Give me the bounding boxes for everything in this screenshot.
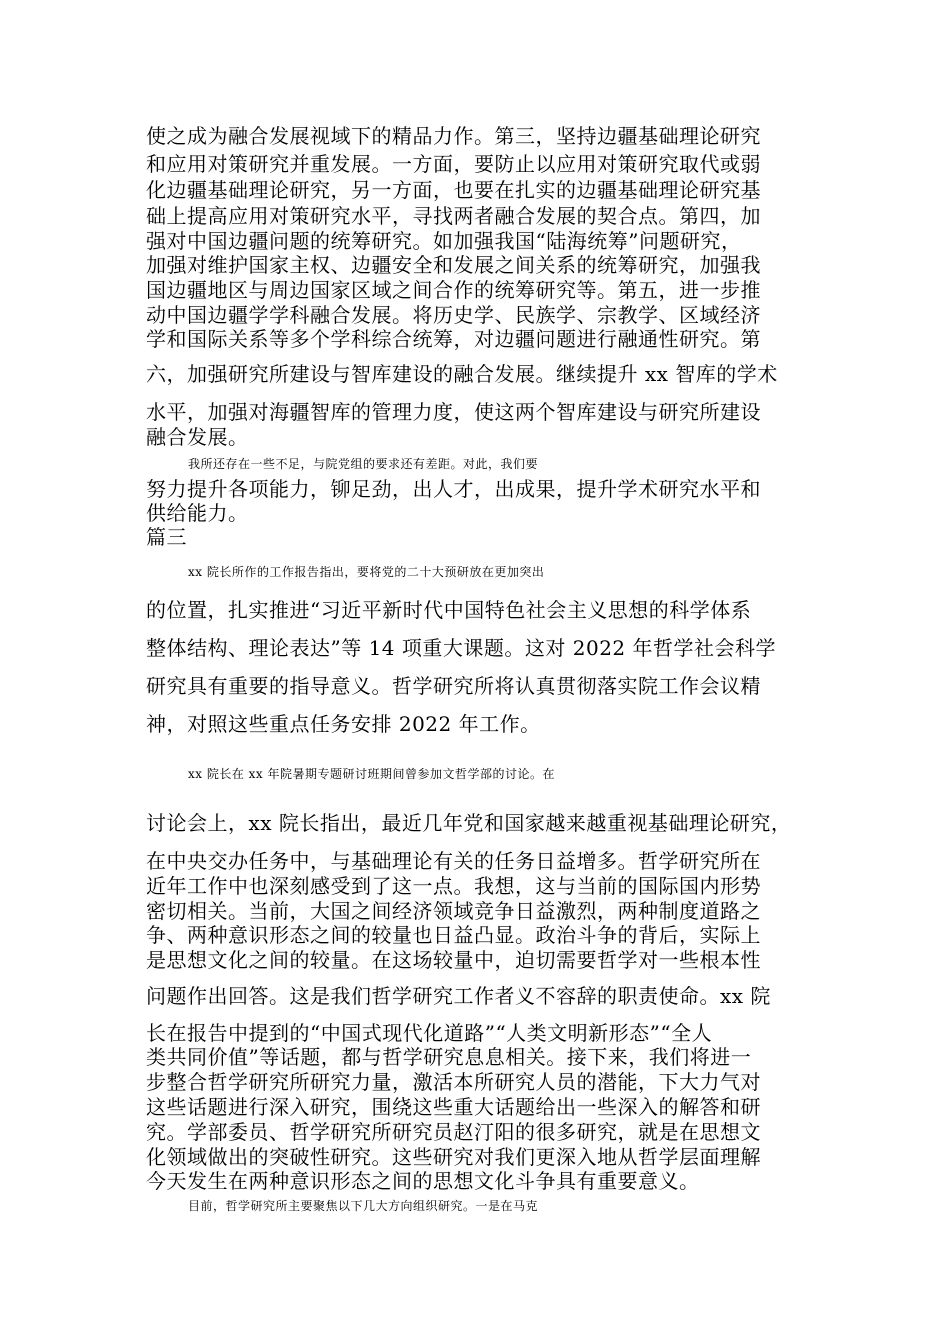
paragraph-first-line: xx 院长所作的工作报告指出，要将党的二十大预研放在更加突出 [188, 565, 545, 579]
text-line: 和应用对策研究并重发展。一方面，要防止以应用对策研究取代或弱 [146, 152, 761, 176]
text-line: 水平，加强对海疆智库的管理力度，使这两个智库建设与研究所建设 [146, 400, 761, 424]
text-line: 在中央交办任务中，与基础理论有关的任务日益增多。哲学研究所在 [146, 849, 761, 873]
text-line: 近年工作中也深刻感受到了这一点。我想，这与当前的国际国内形势 [146, 874, 761, 898]
text-line: 的位置，扎实推进“习近平新时代中国特色社会主义思想的科学体系 [146, 598, 752, 622]
text-line: 争、两种意识形态之间的较量也日益凸显。政治斗争的背后，实际上 [146, 923, 761, 947]
text-line: 化边疆基础理论研究，另一方面，也要在扎实的边疆基础理论研究基 [146, 178, 761, 202]
text-line: 融合发展。 [146, 425, 249, 449]
text-line: 化领域做出的突破性研究。这些研究对我们更深入地从哲学层面理解 [146, 1145, 761, 1169]
text-line: 讨论会上，xx 院长指出，最近几年党和国家越来越重视基础理论研究， [146, 811, 792, 835]
text-line: 类共同价值”等话题，都与哲学研究息息相关。接下来，我们将进一 [146, 1045, 752, 1069]
text-line: 是思想文化之间的较量。在这场较量中，迫切需要哲学对一些根本性 [146, 948, 761, 972]
text-line: 加强对维护国家主权、边疆安全和发展之间关系的统筹研究，加强我 [146, 253, 761, 277]
text-line: 整体结构、理论表达”等 14 项重大课题。这对 2022 年哲学社会科学 [146, 636, 777, 660]
section-heading: 篇三 [146, 525, 187, 549]
paragraph-first-line: xx 院长在 xx 年院暑期专题研讨班期间曾参加文哲学部的讨论。在 [188, 767, 556, 781]
text-line: 长在报告中提到的“中国式现代化道路”“人类文明新形态”“全人 [146, 1021, 713, 1045]
text-line: 神，对照这些重点任务安排 2022 年工作。 [146, 712, 541, 736]
text-line: 密切相关。当前，大国之间经济领域竞争日益激烈，两种制度道路之 [146, 899, 761, 923]
text-line: 六，加强研究所建设与智库建设的融合发展。继续提升 xx 智库的学术 [146, 362, 778, 386]
paragraph-first-line: 目前，哲学研究所主要聚焦以下几大方向组织研究。一是在马克 [188, 1199, 539, 1213]
text-line: 问题作出回答。这是我们哲学研究工作者义不容辞的职责使命。xx 院 [146, 984, 771, 1008]
text-line: 步整合哲学研究所研究力量，激活本所研究人员的潜能，下大力气对 [146, 1070, 761, 1094]
text-line: 使之成为融合发展视域下的精品力作。第三，坚持边疆基础理论研究 [146, 124, 761, 148]
text-line: 学和国际关系等多个学科综合统筹，对边疆问题进行融通性研究。第 [146, 327, 761, 351]
text-line: 努力提升各项能力，铆足劲，出人才，出成果，提升学术研究水平和 [146, 477, 761, 501]
text-line: 究。学部委员、哲学研究所研究员赵汀阳的很多研究，就是在思想文 [146, 1120, 761, 1144]
paragraph-first-line: 我所还存在一些不足，与院党组的要求还有差距。对此，我们要 [188, 457, 539, 471]
text-line: 强对中国边疆问题的统筹研究。如加强我国“陆海统筹”问题研究， [146, 229, 742, 253]
text-line: 础上提高应用对策研究水平，寻找两者融合发展的契合点。第四，加 [146, 204, 761, 228]
text-line: 国边疆地区与周边国家区域之间合作的统筹研究等。第五，进一步推 [146, 278, 761, 302]
text-line: 研究具有重要的指导意义。哲学研究所将认真贯彻落实院工作会议精 [146, 674, 761, 698]
text-line: 这些话题进行深入研究，围绕这些重大话题给出一些深入的解答和研 [146, 1095, 761, 1119]
text-line: 今天发生在两种意识形态之间的思想文化斗争具有重要意义。 [146, 1169, 700, 1193]
text-line: 供给能力。 [146, 501, 249, 525]
text-line: 动中国边疆学学科融合发展。将历史学、民族学、宗教学、区域经济 [146, 303, 761, 327]
